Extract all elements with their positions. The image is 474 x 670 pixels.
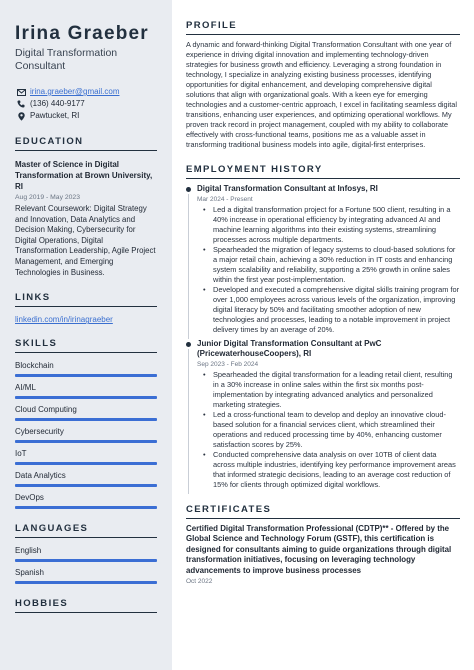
skill-name: IoT xyxy=(15,449,27,459)
language-item xyxy=(15,568,157,584)
education-coursework: Relevant Coursework: Digital Strategy and Innovation, Data Analytics and Decision Making, Cybersecurity for Digital Operations, Digital Transformation Leadership, Agile Project Management, and Emerging Technologies in Business. xyxy=(15,204,156,277)
employment-section xyxy=(186,164,460,490)
skill-name: Cloud Computing xyxy=(15,405,77,415)
job-bullet: • Led a cross-functional team to develop and deploy an innovative cloud-based solution for a financial services client, which streamlined their operations and reduced processing time by 40%, enhancing customer satisfaction scores by 25%. xyxy=(197,410,460,450)
certificates-section xyxy=(186,504,460,587)
skill-bar xyxy=(15,418,157,421)
education-section xyxy=(15,136,157,278)
contact-info xyxy=(15,86,157,122)
skill-item xyxy=(15,427,157,443)
contact-location-row xyxy=(15,110,157,122)
hobbies-heading: HOBBIES xyxy=(15,598,157,613)
email-link[interactable]: irina.graeber@gmail.com xyxy=(30,87,120,96)
phone-text: (136) 440-9177 xyxy=(30,99,85,108)
main-content xyxy=(172,0,474,670)
skill-name: AI/ML xyxy=(15,383,36,393)
job-entry xyxy=(186,184,460,335)
skill-name: Cybersecurity xyxy=(15,427,64,437)
skill-item xyxy=(15,493,157,509)
job-bullet: • Developed and executed a comprehensive digital skills training program for over 1,000 employees across various levels of the organization, improving digital literacy by 50% and facilitating smoother adoption of new technologies and processes, leading to a notable improvement in project delivery times by an average of 20%. xyxy=(197,285,460,335)
skill-name: Data Analytics xyxy=(15,471,66,481)
contact-email-row xyxy=(15,86,157,98)
timeline-dot xyxy=(186,342,191,347)
location-text: Pawtucket, RI xyxy=(30,111,80,120)
sidebar xyxy=(0,0,172,670)
language-name: English xyxy=(15,546,42,556)
links-section xyxy=(15,292,157,324)
language-bar-fill xyxy=(15,559,157,562)
skill-bar xyxy=(15,440,157,443)
contact-phone-row xyxy=(15,98,157,110)
skill-name: DevOps xyxy=(15,493,44,503)
employment-heading: EMPLOYMENT HISTORY xyxy=(186,164,460,179)
timeline-line xyxy=(188,194,189,339)
job-entry xyxy=(186,339,460,490)
skill-bar-fill xyxy=(15,396,157,399)
candidate-name: Irina Graeber xyxy=(15,23,149,44)
job-bullets xyxy=(197,370,460,490)
candidate-title: Digital Transformation Consultant xyxy=(15,47,118,72)
skill-bar xyxy=(15,484,157,487)
job-bullets xyxy=(197,205,460,335)
skill-bar xyxy=(15,506,157,509)
language-bar-fill xyxy=(15,581,157,584)
skill-bar xyxy=(15,462,157,465)
linkedin-link[interactable]: linkedin.com/in/irinagraeber xyxy=(15,315,113,325)
education-degree: Master of Science in Digital Transformation at Brown University, RI xyxy=(15,160,153,191)
job-bullet: • Spearheaded the digital transformation for a leading retail client, resulting in a 30% increase in online sales within the first six months post-implementation by integrating advanced analytics and personalized marketing strategies. xyxy=(197,370,460,410)
hobbies-section xyxy=(15,598,157,613)
language-item xyxy=(15,546,157,562)
language-bar xyxy=(15,581,157,584)
languages-section xyxy=(15,523,157,584)
timeline-line xyxy=(188,349,189,494)
skill-name: Blockchain xyxy=(15,361,54,371)
certificate-date: Oct 2022 xyxy=(186,578,213,586)
skill-bar-fill xyxy=(15,374,157,377)
skill-item xyxy=(15,383,157,399)
skill-bar xyxy=(15,396,157,399)
skills-list xyxy=(15,361,157,509)
skills-heading: SKILLS xyxy=(15,338,157,353)
education-dates: Aug 2019 - May 2023 xyxy=(15,194,80,201)
skill-item xyxy=(15,405,157,421)
certificates-heading: CERTIFICATES xyxy=(186,504,460,519)
job-dates: Sep 2023 - Feb 2024 xyxy=(197,360,259,368)
profile-section xyxy=(186,20,460,150)
skill-item xyxy=(15,471,157,487)
profile-heading: PROFILE xyxy=(186,20,460,35)
envelope-icon xyxy=(15,89,27,96)
skills-section xyxy=(15,338,157,509)
skill-bar-fill xyxy=(15,418,157,421)
job-bullet: • Led a digital transformation project for a Fortune 500 client, resulting in a 40% increase in operational efficiency by integrating advanced AI and machine learning algorithms into their existing systems, streamlining processes across multiple departments. xyxy=(197,205,460,245)
links-heading: LINKS xyxy=(15,292,157,307)
skill-bar-fill xyxy=(15,506,157,509)
skill-bar-fill xyxy=(15,484,157,487)
profile-text: A dynamic and forward-thinking Digital Transformation Consultant with one year of experience in driving digital innovation and implementing technology-driven strategies for business growth and efficiency. Leveraging a strong foundation in technology, I specialize in analyzing existing business processes, identifying opportunities for digital enhancement, and developing comprehensive digital solutions that align with organizational goals. With a keen eye for emerging technologies and a customer-centric approach, I excel in facilitating seamless digital transitions, enhancing user experiences, and optimizing operational workflows. My proven track record in project management, coupled with my ability to collaborate effectively with cross-functional teams, positions me as a valuable asset in transforming traditional business models into agile, digital-first enterprises. xyxy=(186,40,457,149)
location-pin-icon xyxy=(15,112,27,121)
job-bullet: • Conducted comprehensive data analysis on over 10TB of client data across multiple industries, identifying key performance improvement areas that informed strategic decisions, leading to an average cost reduction of 15% for clients through optimized digital workflows. xyxy=(197,450,460,490)
language-bar xyxy=(15,559,157,562)
phone-icon xyxy=(15,100,27,108)
skill-bar-fill xyxy=(15,462,157,465)
timeline-dot xyxy=(186,187,191,192)
skill-item xyxy=(15,449,157,465)
job-dates: Mar 2024 - Present xyxy=(197,195,253,203)
job-title: Junior Digital Transformation Consultant at PwC (PricewaterhouseCoopers), RI xyxy=(197,338,382,358)
languages-heading: LANGUAGES xyxy=(15,523,157,538)
job-title: Digital Transformation Consultant at Infosys, RI xyxy=(197,184,378,193)
education-heading: EDUCATION xyxy=(15,136,157,151)
skill-bar-fill xyxy=(15,440,157,443)
skill-bar xyxy=(15,374,157,377)
job-bullet: • Spearheaded the migration of legacy systems to cloud-based solutions for a major retail chain, achieving a 30% reduction in IT costs and enhancing system scalability and reliability, supporting a 25% growth in online sales within the first year post-implementation. xyxy=(197,245,460,285)
certificate-title: Certified Digital Transformation Professional (CDTP)** - Offered by the Global Science and Technology Forum (GSTF), this certification is designed for consultants aiming to guide organizations through digital transformation initiatives, focusing on leveraging technology advancements to improve business processes xyxy=(186,523,452,575)
language-name: Spanish xyxy=(15,568,44,578)
skill-item xyxy=(15,361,157,377)
